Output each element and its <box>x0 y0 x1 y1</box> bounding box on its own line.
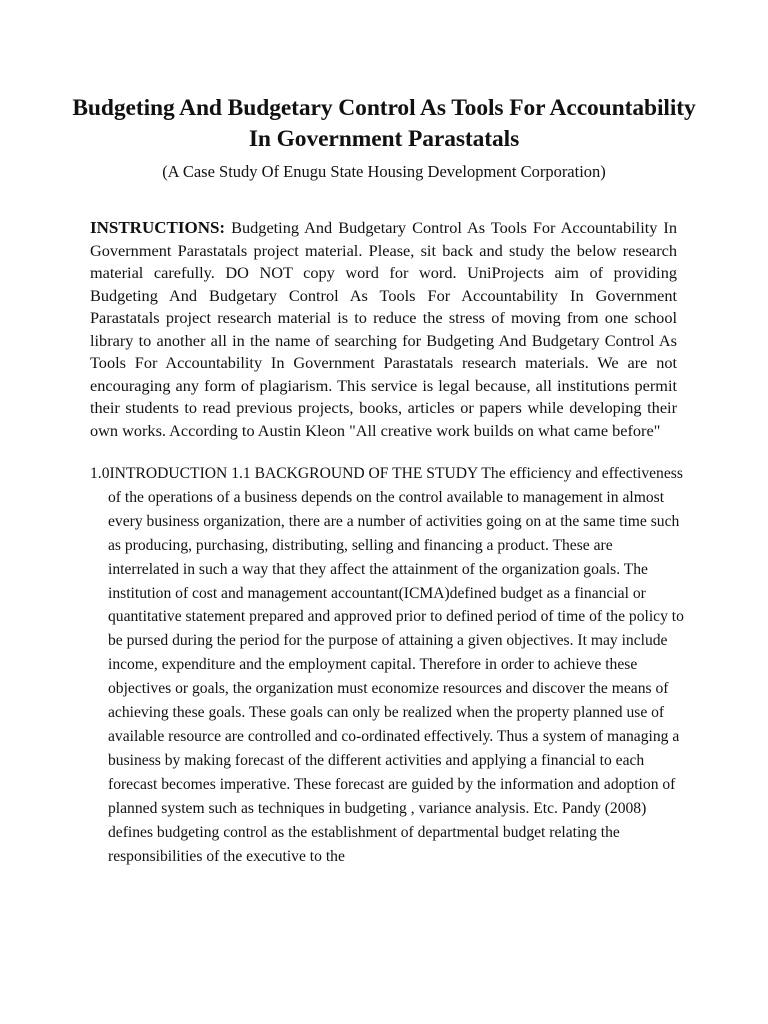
introduction-paragraph: 1.0INTRODUCTION 1.1 BACKGROUND OF THE STUDY The efficiency and effectiveness of the operations of a business depends on the control available to management in almost every business organization, there are a number of activities going on at the same time such as producing, purchasing, distributing, selling and financing a product. These are interrelated in such a way that they affect the attainment of the organization goals. The institution of cost and management accountant(ICMA)defined budget as a financial or quantitative statement prepared and approved prior to defined period of time of the policy to be pursed during the period for the purpose of attaining a given objectives. It may include income, expenditure and the employment capital. Therefore in order to achieve these objectives or goals, the organization must economize resources and discover the means of achieving these goals. These goals can only be realized when the property planned use of available resource are controlled and co-ordinated effectively. Thus a system of managing a business by making forecast of the different activities and applying a financial to each forecast becomes imperative. These forecast are guided by the information and adoption of planned system such as techniques in budgeting , variance analysis. Etc. Pandy (2008) defines budgeting control as the establishment of departmental budget relating the responsibilities of the executive to the <box>90 465 684 865</box>
instructions-paragraph <box>90 217 677 442</box>
instructions-label: INSTRUCTIONS: <box>90 218 226 237</box>
instructions-text: Budgeting And Budgetary Control As Tools For Accountability In Government Parastatals project material. Please, sit back and study the below research material carefully. DO NOT copy word for word. UniProjects aim of providing Budgeting And Budgetary Control As Tools For Accountability In Government Parastatals project research material is to reduce the stress of moving from one school library to another all in the name of searching for Budgeting And Budgetary Control As Tools For Accountability In Government Parastatals research materials. We are not encouraging any form of plagiarism. This service is legal because, all institutions permit their students to read previous projects, books, articles or papers while developing their own works. According to Austin Kleon "All creative work builds on what came before" <box>90 218 677 440</box>
document-title: Budgeting And Budgetary Control As Tools For Accountability In Government Parastatals <box>72 95 696 152</box>
document-subtitle: (A Case Study Of Enugu State Housing Development Corporation) <box>162 162 606 181</box>
